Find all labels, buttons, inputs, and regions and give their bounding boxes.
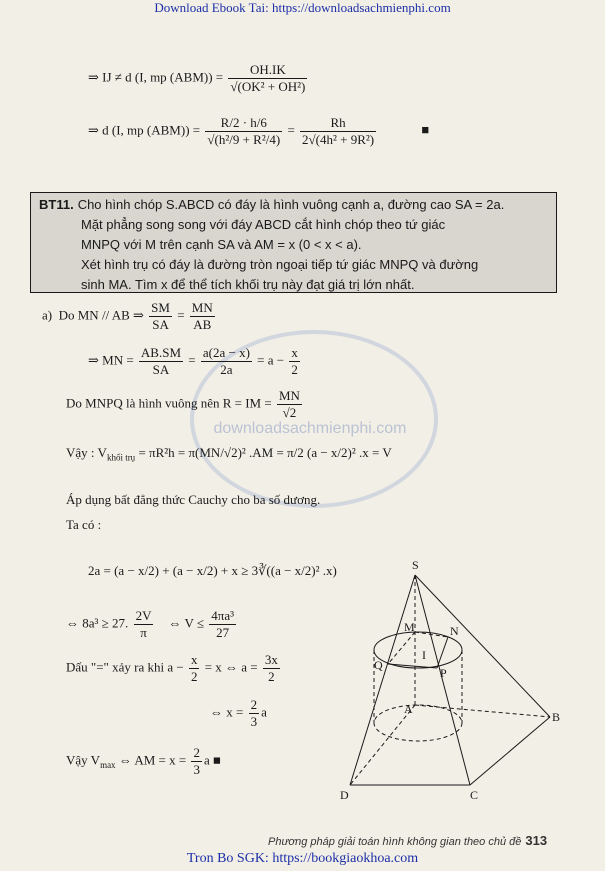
- page-footer: Phương pháp giải toán hình không gian theo chủ đề 313: [268, 833, 548, 848]
- solution-line-4: Vậy : $V_{khối trụ} = \pi R^2h = \pi(MN/√2)^2$ .AM = π/2 (a − x/2)² .x = V: [66, 445, 392, 463]
- solution-line-3: Do MNPQ là hình vuông nên R = IM = $\frac{MN}{√2}$: [66, 388, 300, 420]
- label-S: S: [412, 558, 419, 572]
- problem-bt11-box: BT11. Cho hình chóp S.ABCD có đáy là hình vuông cạnh a, đường cao SA = 2a. Mặt phẳng song song với đáy ABCD cắt hình chóp theo tứ giác MNPQ với M trên cạnh SA và AM = x (0 < x < a). Xét hình trụ có đáy là đường tròn ngoại tiếp tứ giác MNPQ và đường sinh MA. Tìm x để thể tích khối trụ này đạt giá trị lớn nhất.: [30, 192, 557, 293]
- edge-SB: [415, 575, 550, 717]
- watermark-text: downloadsachmienphi.com: [213, 420, 407, 437]
- top-circle: [374, 632, 462, 668]
- solution-line-1: a) Do MN // AB ⇒ $\frac{SM}{SA}$ = $\frac{MN}{AB}$: [42, 300, 213, 332]
- solution-line-9: Dấu "=" xảy ra khi a − $\frac{x}{2}$ = x ⇔ a = $\frac{3x}{2}$: [66, 652, 278, 684]
- label-M: M: [404, 620, 415, 634]
- problem-label: BT11.: [39, 197, 74, 212]
- label-I: I: [422, 648, 426, 662]
- label-A: A: [404, 702, 413, 716]
- solution-line-11: Vậy $V_{max}$ ⇔ AM = x = $\frac{2}{3}$ a ■: [66, 745, 221, 777]
- math-line-2: ⇒ d (I, mp (ABM)) = $\frac{R/2 \cdot h/6}{\text{√(h²/9 + R²/4)}}$ = $\frac{Rh}{\text{2√(4h² + 9R²)}}$ ■: [88, 115, 430, 147]
- math-line-1: ⇒ IJ ≠ d (I, mp (ABM)) = $\frac{OH.IK}{\text{√(OK² + OH²)}}$: [88, 62, 306, 94]
- solution-line-6: Ta có :: [66, 517, 102, 532]
- label-Q: Q: [374, 658, 383, 672]
- solution-line-2: ⇒ MN = $\frac{AB.SM}{SA}$ = $\frac{a(2a - x)}{2a}$ = a − $\frac{x}{2}$: [88, 345, 298, 377]
- solution-line-10: ⇔ x = $\frac{2}{3}$ a: [210, 697, 267, 729]
- solution-line-7: 2a = (a − x/2) + (a − x/2) + x ≥ 3∛((a − x/2)² .x): [88, 563, 337, 578]
- solution-line-5: Áp dụng bất đẳng thức Cauchy cho ba số dương.: [66, 492, 321, 507]
- edge-AD: [350, 705, 415, 785]
- bottom-circle: [374, 705, 462, 741]
- label-D: D: [340, 788, 349, 802]
- footer-sgk-link[interactable]: Tron Bo SGK: https://bookgiaokhoa.com: [186, 851, 419, 866]
- edge-CB: [470, 717, 550, 785]
- label-C: C: [470, 788, 479, 802]
- solution-line-8: ⇔ 8a³ ≥ 27. $\frac{2V}{\pi}$ ⇔ V ≤ $\frac{\text{4πa³}}{27}$: [66, 608, 234, 640]
- edge-SD: [350, 575, 415, 785]
- label-P: P: [440, 666, 447, 680]
- pyramid-cylinder-figure: [330, 555, 570, 805]
- label-B: B: [552, 710, 561, 724]
- page-number: 313: [525, 833, 548, 848]
- label-N: N: [450, 624, 459, 638]
- header-download-link[interactable]: Download Ebook Tai: https://downloadsachmienphi.com: [154, 0, 451, 15]
